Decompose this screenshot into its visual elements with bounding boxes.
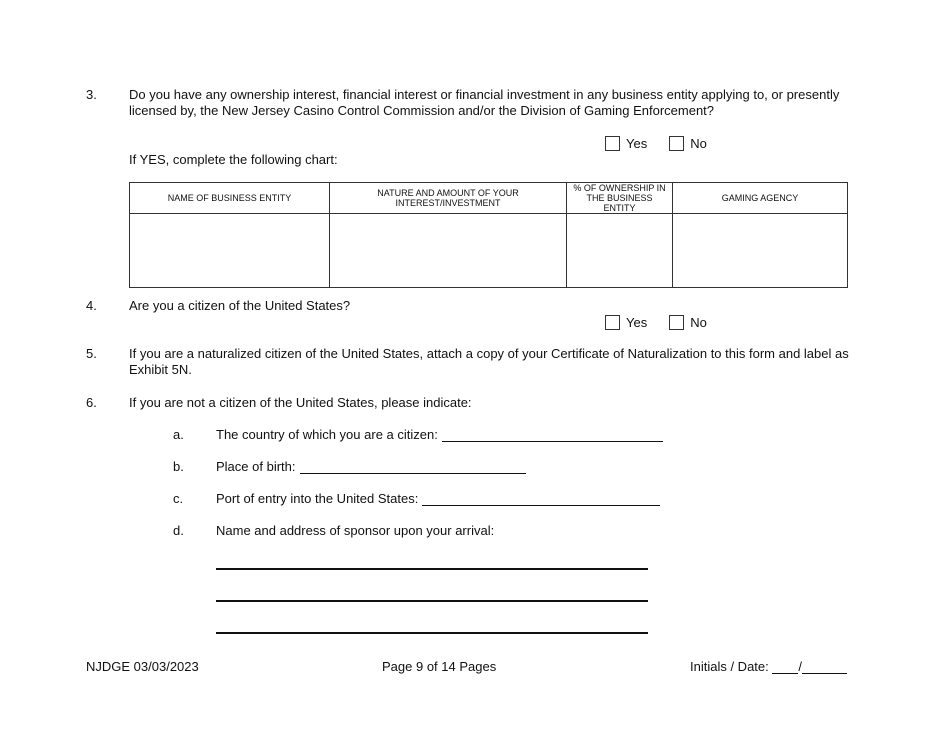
sponsor-line-1[interactable] [216,568,648,570]
item-a-label: The country of which you are a citizen: [216,427,438,442]
date-separator: / [798,659,803,674]
chart-cell-interest[interactable] [330,214,567,288]
item-a-letter: a. [173,427,184,442]
place-of-birth-field[interactable] [300,459,526,474]
item-a-row [216,427,663,442]
footer-page-number: Page 9 of 14 Pages [382,659,497,674]
question-4-number: 4. [86,298,97,313]
question-3-yes-label: Yes [626,135,648,151]
chart-header-gaming-agency: GAMING AGENCY [673,183,848,214]
question-3-text: Do you have any ownership interest, financial interest or financial investment in any business entity applying to, or presently licensed by, the New Jersey Casino Control Commission and/or the Division of Gaming Enforcement? [129,87,840,118]
question-4-no-checkbox[interactable] [669,315,684,330]
question-3-no-checkbox[interactable] [669,136,684,151]
chart-header-entity-name: NAME OF BUSINESS ENTITY [130,183,330,214]
ownership-chart [129,182,848,288]
date-field[interactable] [802,660,847,674]
footer-initials-date [690,659,847,674]
sponsor-line-2[interactable] [216,600,648,602]
country-of-citizenship-field[interactable] [442,427,663,442]
initials-date-label: Initials / Date: [690,659,769,674]
footer-form-id: NJDGE 03/03/2023 [86,659,199,674]
question-3-number: 3. [86,87,97,102]
item-c-label: Port of entry into the United States: [216,491,419,506]
item-d-label: Name and address of sponsor upon your arrival: [216,523,495,538]
question-4-yes-label: Yes [626,314,648,330]
chart-cell-entity-name[interactable] [130,214,330,288]
question-5-number: 5. [86,346,97,361]
item-c-row [216,491,660,506]
question-6-text: If you are not a citizen of the United States, please indicate: [129,395,472,410]
question-5-text: If you are a naturalized citizen of the United States, attach a copy of your Certificate of Naturalization to this form and label as Exhibit 5N. [129,346,849,377]
chart-instruction: If YES, complete the following chart: [129,152,338,167]
initials-field[interactable] [772,660,798,674]
question-3-yes-checkbox[interactable] [605,136,620,151]
question-4-no-label: No [690,314,707,330]
port-of-entry-field[interactable] [422,491,660,506]
question-4-answer-group [605,314,707,330]
chart-header-row [130,183,848,214]
question-3-no-label: No [690,135,707,151]
question-4-text: Are you a citizen of the United States? [129,298,351,313]
item-d-letter: d. [173,523,184,538]
question-3-answer-group [605,135,707,151]
chart-row [130,214,848,288]
chart-cell-ownership-percent[interactable] [567,214,673,288]
item-b-letter: b. [173,459,184,474]
item-b-label: Place of birth: [216,459,296,474]
chart-header-interest: NATURE AND AMOUNT OF YOUR INTEREST/INVESTMENT [330,183,567,214]
sponsor-line-3[interactable] [216,632,648,634]
question-6-number: 6. [86,395,97,410]
chart-header-ownership-percent: % OF OWNERSHIP IN THE BUSINESS ENTITY [567,183,673,214]
item-c-letter: c. [173,491,184,506]
chart-cell-gaming-agency[interactable] [673,214,848,288]
item-b-row [216,459,526,474]
question-4-yes-checkbox[interactable] [605,315,620,330]
